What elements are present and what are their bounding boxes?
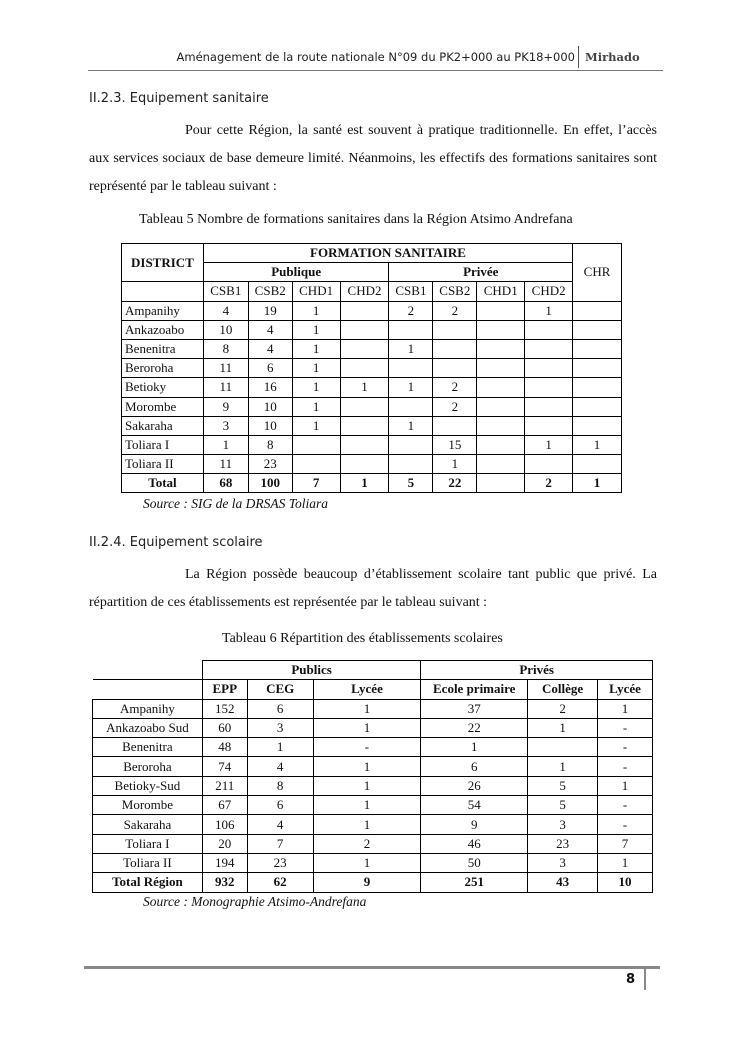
- row-label: Benenitra: [122, 339, 204, 358]
- column-header: EPP: [202, 680, 247, 699]
- table-row: [122, 397, 622, 416]
- table-cell: 152: [202, 699, 247, 718]
- row-label: Ampanihy: [122, 301, 204, 320]
- table-cell: 8: [248, 435, 292, 454]
- table-cell: 22: [433, 474, 477, 493]
- table-cell: 2: [433, 397, 477, 416]
- table-cell: 23: [528, 834, 598, 853]
- table6-caption: Tableau 6 Répartition des établissements scolaires: [222, 631, 503, 646]
- column-header: Collège: [528, 680, 598, 699]
- row-label: Ankazoabo: [122, 320, 204, 339]
- table-cell: [573, 397, 622, 416]
- table-cell: [528, 738, 598, 757]
- table-row: [122, 301, 622, 320]
- table-cell: 8: [203, 339, 248, 358]
- table-cell: [477, 378, 525, 397]
- table-cell: 1: [528, 757, 598, 776]
- column-header: CHD1: [292, 282, 340, 301]
- row-label: Morombe: [93, 796, 203, 815]
- table-row: [93, 757, 653, 776]
- table-row: [93, 776, 653, 795]
- table-cell: [525, 455, 573, 474]
- table-row: [122, 435, 622, 454]
- table-cell: 8: [247, 776, 313, 795]
- table-row: [122, 320, 622, 339]
- row-label: Benenitra: [93, 738, 203, 757]
- table-cell: 7: [292, 474, 340, 493]
- table-cell: 6: [421, 757, 528, 776]
- column-header: Lycée: [598, 680, 653, 699]
- table-cell: 1: [525, 301, 573, 320]
- table-cell: 4: [247, 815, 313, 834]
- table-cell: 50: [421, 853, 528, 872]
- table-cell: 48: [202, 738, 247, 757]
- table-cell: 194: [202, 853, 247, 872]
- table-cell: 46: [421, 834, 528, 853]
- table-cell: 2: [525, 474, 573, 493]
- table-cell: 22: [421, 718, 528, 737]
- table-cell: 5: [528, 776, 598, 795]
- table-cell: 26: [421, 776, 528, 795]
- table-cell: 19: [248, 301, 292, 320]
- paragraph-scolaire: [89, 561, 657, 617]
- table-cell: [477, 301, 525, 320]
- row-label: Ampanihy: [93, 699, 203, 718]
- row-label: Beroroha: [122, 359, 204, 378]
- row-label: Betioky-Sud: [93, 776, 203, 795]
- table-row: [93, 699, 653, 718]
- table-cell: [389, 455, 433, 474]
- table-cell: 10: [248, 416, 292, 435]
- table-cell: 1: [313, 718, 421, 737]
- table-cell: 74: [202, 757, 247, 776]
- table-cell: 1: [292, 339, 340, 358]
- table-cell: [477, 339, 525, 358]
- corner-blank: [93, 661, 203, 680]
- table-cell: 3: [247, 718, 313, 737]
- table-cell: 10: [248, 397, 292, 416]
- table-cell: -: [598, 815, 653, 834]
- column-header: Ecole primaire: [421, 680, 528, 699]
- column-header: CHD2: [340, 282, 389, 301]
- table-cell: 1: [203, 435, 248, 454]
- page-number: 8: [626, 972, 636, 987]
- table-row: [93, 834, 653, 853]
- table-cell: [340, 397, 389, 416]
- table-cell: [292, 455, 340, 474]
- table-cell: 1: [525, 435, 573, 454]
- table-cell: -: [598, 757, 653, 776]
- total-row: [122, 474, 622, 493]
- table-row: [93, 738, 653, 757]
- table-cell: 4: [247, 757, 313, 776]
- table-cell: 4: [248, 339, 292, 358]
- table-cell: 1: [528, 718, 598, 737]
- table-row: [93, 815, 653, 834]
- publique-header: Publique: [203, 263, 389, 282]
- row-label: Total Région: [93, 873, 203, 892]
- table-cell: 1: [292, 378, 340, 397]
- table-cell: 2: [433, 378, 477, 397]
- table-cell: [573, 339, 622, 358]
- table5-caption: Tableau 5 Nombre de formations sanitaires dans la Région Atsimo Andrefana: [139, 212, 573, 227]
- table-cell: [433, 320, 477, 339]
- footer-separator: [644, 968, 646, 990]
- table-cell: 68: [203, 474, 248, 493]
- table-cell: 1: [389, 339, 433, 358]
- table-cell: 11: [203, 378, 248, 397]
- table-cell: 10: [203, 320, 248, 339]
- column-header: CEG: [247, 680, 313, 699]
- table-cell: [573, 455, 622, 474]
- table-cell: 1: [313, 776, 421, 795]
- table-cell: [525, 359, 573, 378]
- table-cell: [477, 397, 525, 416]
- column-header: CSB2: [433, 282, 477, 301]
- table-cell: [340, 416, 389, 435]
- table-cell: 1: [340, 378, 389, 397]
- table-cell: 5: [389, 474, 433, 493]
- table-cell: 9: [313, 873, 421, 892]
- header-brand: Mirhado: [585, 50, 640, 64]
- table-cell: 9: [421, 815, 528, 834]
- table-cell: 67: [202, 796, 247, 815]
- row-label: Sakaraha: [122, 416, 204, 435]
- table-row: [93, 853, 653, 872]
- prives-header: Privés: [421, 661, 653, 680]
- table-cell: 1: [292, 397, 340, 416]
- table-cell: 5: [528, 796, 598, 815]
- row-label: Ankazoabo Sud: [93, 718, 203, 737]
- table-cell: 3: [203, 416, 248, 435]
- table-row: [122, 359, 622, 378]
- table-cell: 2: [389, 301, 433, 320]
- column-header: CHD1: [477, 282, 525, 301]
- table-cell: 1: [421, 738, 528, 757]
- table-cell: 6: [247, 796, 313, 815]
- table-cell: [573, 359, 622, 378]
- paragraph-sanitaire-text: Pour cette Région, la santé est souvent à pratique traditionnelle. En effet, l’accès aux services sociaux de base demeure limité. Néanmoins, les effectifs des formations sanitaires sont représenté par le tableau suivant :: [89, 123, 657, 194]
- paragraph-scolaire-text: La Région possède beaucoup d’établissement scolaire tant public que privé. La répartition de ces établissements est représentée par le tableau suivant :: [89, 567, 657, 610]
- section-heading-sanitaire: II.2.3. Equipement sanitaire: [89, 91, 269, 106]
- table-cell: 3: [528, 815, 598, 834]
- table-cell: [573, 301, 622, 320]
- table-cell: 1: [573, 474, 622, 493]
- table-cell: 1: [313, 796, 421, 815]
- table-cell: 106: [202, 815, 247, 834]
- table-cell: 23: [248, 455, 292, 474]
- row-label: Morombe: [122, 397, 204, 416]
- table-cell: [477, 359, 525, 378]
- page-header: [0, 46, 745, 68]
- row-label: Toliara I: [122, 435, 204, 454]
- table-cell: 1: [598, 699, 653, 718]
- table-cell: 54: [421, 796, 528, 815]
- table-cell: 10: [598, 873, 653, 892]
- column-header: CSB2: [248, 282, 292, 301]
- table-cell: [340, 435, 389, 454]
- table6-source: Source : Monographie Atsimo-Andrefana: [143, 894, 367, 909]
- table-cell: [433, 416, 477, 435]
- table-cell: 1: [292, 301, 340, 320]
- table-cell: 1: [340, 474, 389, 493]
- table-cell: 7: [598, 834, 653, 853]
- table-cell: [477, 455, 525, 474]
- table-row: [122, 416, 622, 435]
- table-cell: 4: [248, 320, 292, 339]
- table-cell: 15: [433, 435, 477, 454]
- table-cell: 211: [202, 776, 247, 795]
- table-formations-sanitaires: [121, 243, 622, 493]
- table-row: [93, 718, 653, 737]
- table-cell: 6: [247, 699, 313, 718]
- table-cell: 1: [573, 435, 622, 454]
- table5-source: Source : SIG de la DRSAS Toliara: [143, 496, 328, 511]
- table-cell: 251: [421, 873, 528, 892]
- table-cell: 11: [203, 455, 248, 474]
- table-cell: 16: [248, 378, 292, 397]
- table-cell: 6: [248, 359, 292, 378]
- table-cell: -: [313, 738, 421, 757]
- table-cell: 932: [202, 873, 247, 892]
- table-row: [93, 796, 653, 815]
- table-cell: 1: [313, 853, 421, 872]
- table-cell: 1: [433, 455, 477, 474]
- table-cell: -: [598, 738, 653, 757]
- table-cell: [340, 301, 389, 320]
- column-header: CSB1: [389, 282, 433, 301]
- table-cell: [340, 320, 389, 339]
- table-cell: 1: [292, 320, 340, 339]
- table-cell: [340, 339, 389, 358]
- table-cell: 1: [598, 853, 653, 872]
- table-cell: -: [598, 718, 653, 737]
- table-cell: 1: [247, 738, 313, 757]
- table-cell: 1: [292, 359, 340, 378]
- paragraph-sanitaire: [89, 117, 657, 201]
- table-cell: [477, 435, 525, 454]
- table-cell: 60: [202, 718, 247, 737]
- table-cell: 4: [203, 301, 248, 320]
- column-header: CSB1: [203, 282, 248, 301]
- table-cell: 100: [248, 474, 292, 493]
- table-cell: [292, 435, 340, 454]
- table-cell: [525, 320, 573, 339]
- row-label: Toliara I: [93, 834, 203, 853]
- table-cell: 23: [247, 853, 313, 872]
- chr-header: CHR: [573, 244, 622, 302]
- row-label: Total: [122, 474, 204, 493]
- footer-divider: [84, 966, 660, 969]
- formation-sanitaire-header: FORMATION SANITAIRE: [203, 244, 572, 263]
- district-header: DISTRICT: [122, 244, 204, 282]
- table-cell: 20: [202, 834, 247, 853]
- privee-header: Privée: [389, 263, 573, 282]
- table-cell: 62: [247, 873, 313, 892]
- table-cell: -: [598, 796, 653, 815]
- table-cell: [389, 435, 433, 454]
- table-row: [122, 455, 622, 474]
- table-cell: [389, 320, 433, 339]
- table-cell: 1: [389, 416, 433, 435]
- table-cell: 1: [598, 776, 653, 795]
- table-cell: [340, 359, 389, 378]
- header-separator: [578, 46, 579, 68]
- table-row: [122, 339, 622, 358]
- publics-header: Publics: [202, 661, 421, 680]
- table-cell: [525, 397, 573, 416]
- table-cell: 2: [433, 301, 477, 320]
- table-row: [122, 378, 622, 397]
- table-cell: [573, 320, 622, 339]
- table-cell: [433, 359, 477, 378]
- table-cell: 7: [247, 834, 313, 853]
- table-cell: [525, 339, 573, 358]
- row-label: Beroroha: [93, 757, 203, 776]
- table-cell: [389, 397, 433, 416]
- header-title: Aménagement de la route nationale N°09 du PK2+000 au PK18+000: [176, 50, 575, 64]
- district-subheader-blank: [122, 282, 204, 301]
- header-divider: [88, 70, 663, 71]
- table-cell: 37: [421, 699, 528, 718]
- table-cell: [477, 320, 525, 339]
- table-cell: 1: [313, 699, 421, 718]
- table-cell: [340, 455, 389, 474]
- table-cell: [389, 359, 433, 378]
- table-cell: [573, 416, 622, 435]
- table-cell: 1: [313, 815, 421, 834]
- table-cell: [573, 378, 622, 397]
- row-label: Sakaraha: [93, 815, 203, 834]
- table-cell: 9: [203, 397, 248, 416]
- total-row: [93, 873, 653, 892]
- section-heading-scolaire: II.2.4. Equipement scolaire: [89, 535, 263, 550]
- table-cell: 2: [528, 699, 598, 718]
- table-cell: 11: [203, 359, 248, 378]
- table-cell: 3: [528, 853, 598, 872]
- table-cell: 1: [292, 416, 340, 435]
- row-label: Toliara II: [93, 853, 203, 872]
- column-header: Lycée: [313, 680, 421, 699]
- table-cell: [477, 416, 525, 435]
- table-cell: 1: [313, 757, 421, 776]
- table-cell: 2: [313, 834, 421, 853]
- table-etablissements-scolaires: [92, 660, 653, 893]
- table-cell: [477, 474, 525, 493]
- table-cell: 43: [528, 873, 598, 892]
- row-label: Toliara II: [122, 455, 204, 474]
- table-cell: [525, 378, 573, 397]
- table-cell: [433, 339, 477, 358]
- column-header: CHD2: [525, 282, 573, 301]
- table-cell: [525, 416, 573, 435]
- corner-blank: [93, 680, 203, 699]
- row-label: Betioky: [122, 378, 204, 397]
- table-cell: 1: [389, 378, 433, 397]
